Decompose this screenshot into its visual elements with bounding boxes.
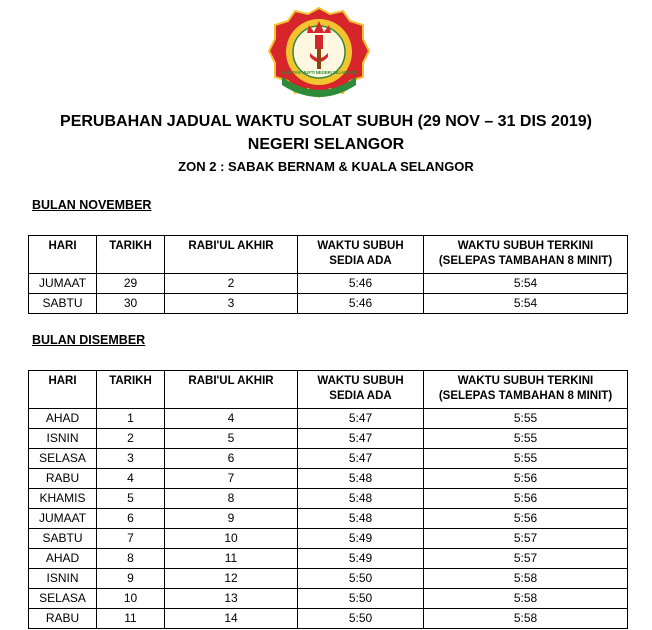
cell-tarikh: 4 xyxy=(97,469,165,489)
header-terkini-line1: WAKTU SUBUH TERKINI xyxy=(457,375,594,387)
cell-rabiul: 7 xyxy=(165,469,298,489)
header-waktu-terkini xyxy=(424,371,628,409)
cell-tarikh: 30 xyxy=(97,294,165,314)
cell-hari: SABTU xyxy=(29,294,97,314)
cell-terkini: 5:56 xyxy=(424,489,628,509)
cell-rabiul: 14 xyxy=(165,609,298,629)
cell-sedia-ada: 5:50 xyxy=(298,589,424,609)
jabatan-mufti-logo xyxy=(268,5,370,101)
table-row xyxy=(29,569,628,589)
state-title: NEGERI SELANGOR xyxy=(247,136,405,153)
cell-hari: AHAD xyxy=(29,409,97,429)
cell-tarikh: 5 xyxy=(97,489,165,509)
cell-sedia-ada: 5:48 xyxy=(298,489,424,509)
cell-sedia-ada: 5:49 xyxy=(298,549,424,569)
cell-terkini: 5:56 xyxy=(424,509,628,529)
cell-terkini: 5:54 xyxy=(424,274,628,294)
cell-hari: SELASA xyxy=(29,449,97,469)
cell-tarikh: 2 xyxy=(97,429,165,449)
cell-hari: SABTU xyxy=(29,529,97,549)
cell-terkini: 5:58 xyxy=(424,609,628,629)
header-hari: HARI xyxy=(29,371,97,409)
cell-rabiul: 4 xyxy=(165,409,298,429)
cell-tarikh: 1 xyxy=(97,409,165,429)
cell-rabiul: 13 xyxy=(165,589,298,609)
disember-heading: BULAN DISEMBER xyxy=(32,333,146,347)
cell-terkini: 5:58 xyxy=(424,569,628,589)
table-row xyxy=(29,489,628,509)
cell-rabiul: 8 xyxy=(165,489,298,509)
cell-rabiul: 10 xyxy=(165,529,298,549)
header-terkini-line2: (SELEPAS TAMBAHAN 8 MINIT) xyxy=(438,255,613,267)
cell-rabiul: 5 xyxy=(165,429,298,449)
header-sedia-line2: SEDIA ADA xyxy=(329,255,392,267)
cell-rabiul: 6 xyxy=(165,449,298,469)
cell-terkini: 5:57 xyxy=(424,529,628,549)
cell-tarikh: 7 xyxy=(97,529,165,549)
header-hari: HARI xyxy=(29,236,97,274)
cell-sedia-ada: 5:48 xyxy=(298,509,424,529)
cell-sedia-ada: 5:50 xyxy=(298,569,424,589)
cell-rabiul: 2 xyxy=(165,274,298,294)
header-waktu-sedia-ada xyxy=(298,236,424,274)
cell-hari: RABU xyxy=(29,609,97,629)
cell-tarikh: 9 xyxy=(97,569,165,589)
header-sedia-line2: SEDIA ADA xyxy=(329,390,392,402)
cell-terkini: 5:55 xyxy=(424,429,628,449)
logo-text: JABATAN MUFTI NEGERI SELANGOR xyxy=(281,70,357,75)
cell-sedia-ada: 5:48 xyxy=(298,469,424,489)
cell-hari: RABU xyxy=(29,469,97,489)
table-row xyxy=(29,274,628,294)
table-row xyxy=(29,529,628,549)
cell-hari: KHAMIS xyxy=(29,489,97,509)
cell-terkini: 5:56 xyxy=(424,469,628,489)
header-rabiul-akhir: RABI'UL AKHIR xyxy=(165,236,298,274)
cell-rabiul: 3 xyxy=(165,294,298,314)
table-row xyxy=(29,429,628,449)
cell-sedia-ada: 5:46 xyxy=(298,274,424,294)
cell-tarikh: 11 xyxy=(97,609,165,629)
cell-tarikh: 3 xyxy=(97,449,165,469)
cell-sedia-ada: 5:47 xyxy=(298,429,424,449)
header-sedia-line1: WAKTU SUBUH xyxy=(317,240,404,252)
cell-rabiul: 9 xyxy=(165,509,298,529)
table-row xyxy=(29,294,628,314)
table-row xyxy=(29,609,628,629)
table-header-row xyxy=(29,236,628,274)
cell-terkini: 5:58 xyxy=(424,589,628,609)
header-terkini-line1: WAKTU SUBUH TERKINI xyxy=(457,240,594,252)
table-row xyxy=(29,409,628,429)
cell-hari: AHAD xyxy=(29,549,97,569)
cell-hari: ISNIN xyxy=(29,569,97,589)
header-terkini-line2: (SELEPAS TAMBAHAN 8 MINIT) xyxy=(438,390,613,402)
table-row xyxy=(29,549,628,569)
cell-tarikh: 10 xyxy=(97,589,165,609)
cell-tarikh: 8 xyxy=(97,549,165,569)
cell-rabiul: 12 xyxy=(165,569,298,589)
header-waktu-terkini xyxy=(424,236,628,274)
header-rabiul-akhir: RABI'UL AKHIR xyxy=(165,371,298,409)
table-row xyxy=(29,589,628,609)
cell-hari: SELASA xyxy=(29,589,97,609)
cell-sedia-ada: 5:47 xyxy=(298,409,424,429)
cell-hari: JUMAAT xyxy=(29,509,97,529)
november-table xyxy=(28,235,628,314)
cell-sedia-ada: 5:49 xyxy=(298,529,424,549)
cell-tarikh: 29 xyxy=(97,274,165,294)
cell-terkini: 5:57 xyxy=(424,549,628,569)
cell-rabiul: 11 xyxy=(165,549,298,569)
cell-hari: ISNIN xyxy=(29,429,97,449)
table-row xyxy=(29,449,628,469)
table-row xyxy=(29,469,628,489)
cell-terkini: 5:55 xyxy=(424,409,628,429)
november-heading: BULAN NOVEMBER xyxy=(32,198,152,212)
cell-terkini: 5:54 xyxy=(424,294,628,314)
table-row xyxy=(29,509,628,529)
document-title: PERUBAHAN JADUAL WAKTU SOLAT SUBUH (29 NOV – 31 DIS 2019) xyxy=(60,113,592,130)
header-tarikh: TARIKH xyxy=(97,371,165,409)
zone-title: ZON 2 : SABAK BERNAM & KUALA SELANGOR xyxy=(178,159,474,174)
header-waktu-sedia-ada xyxy=(298,371,424,409)
disember-table xyxy=(28,370,628,629)
cell-sedia-ada: 5:46 xyxy=(298,294,424,314)
cell-sedia-ada: 5:50 xyxy=(298,609,424,629)
cell-hari: JUMAAT xyxy=(29,274,97,294)
disember-table-body xyxy=(29,409,628,629)
cell-terkini: 5:55 xyxy=(424,449,628,469)
header-tarikh: TARIKH xyxy=(97,236,165,274)
cell-sedia-ada: 5:47 xyxy=(298,449,424,469)
table-header-row xyxy=(29,371,628,409)
cell-tarikh: 6 xyxy=(97,509,165,529)
header-sedia-line1: WAKTU SUBUH xyxy=(317,375,404,387)
